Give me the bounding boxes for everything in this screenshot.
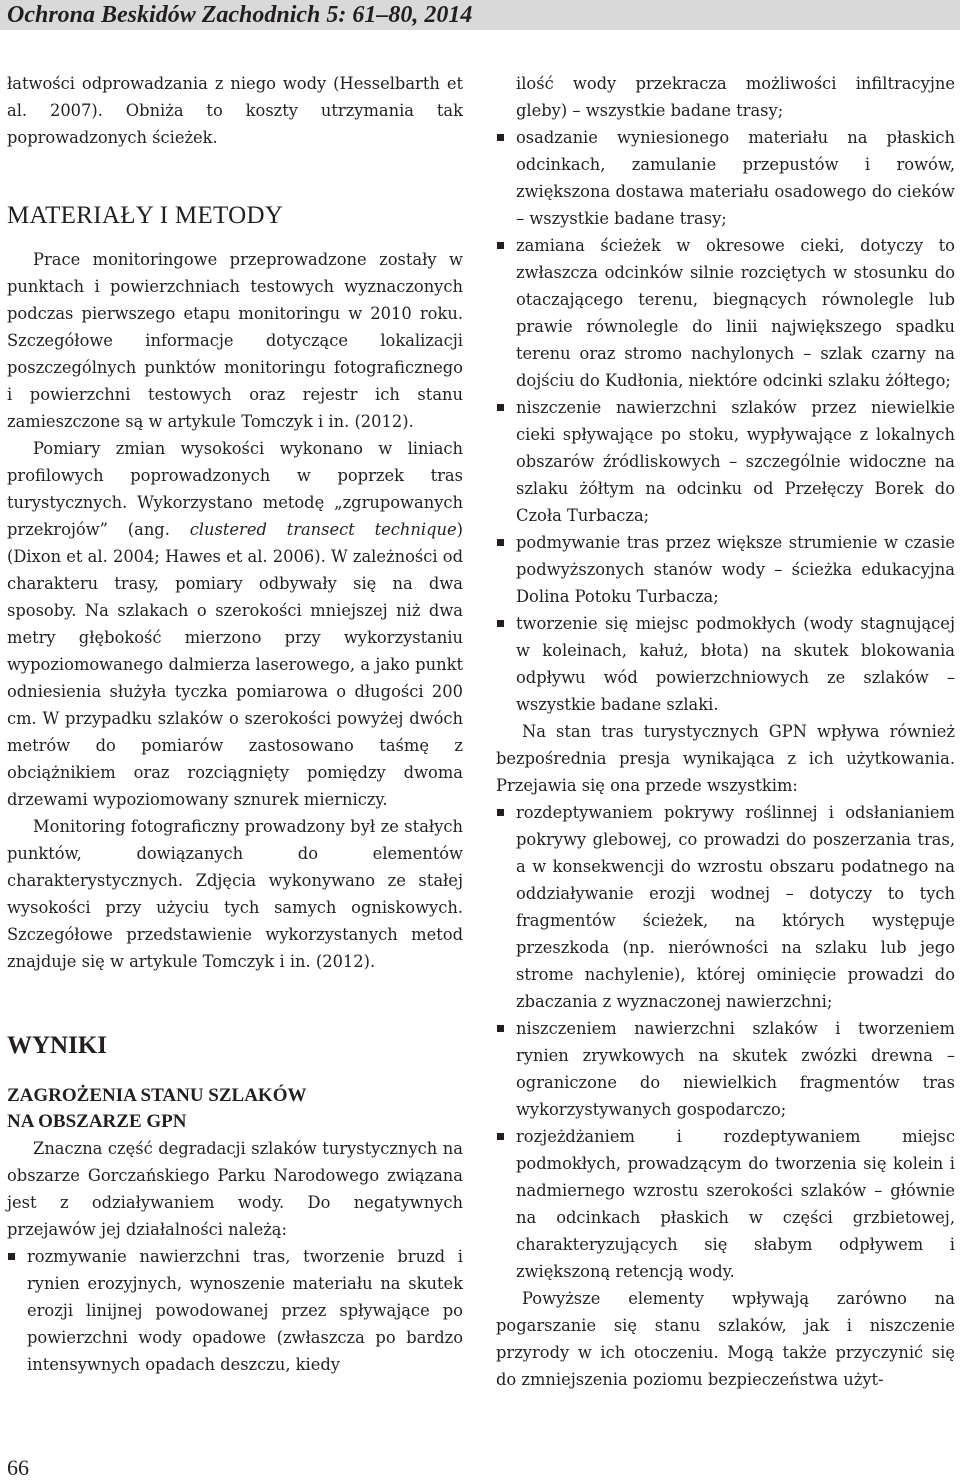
journal-citation: Ochrona Beskidów Zachodnich 5: 61–80, 2014 <box>7 2 473 28</box>
bullet-square-icon <box>497 1025 504 1032</box>
bullet-square-icon <box>8 1253 15 1260</box>
bullet-square-icon <box>497 1133 504 1140</box>
subheading-line-1: ZAGROŻENIA STANU SZLAKÓW <box>7 1085 307 1106</box>
methods-paragraph-3: Monitoring fotograficzny prowadzony był ze stałych punktów, dowiązanych do elementów charakterystycznych. Zdjęcia wykonywano ze stałej wysokości przy użyciu tych samych ogniskowych. Szczegółowe przedstawienie wykorzystanych metod znajduje się w artykule Tomczyk i in. (2012). <box>7 817 463 971</box>
list-item: niszczenie nawierzchni szlaków przez niewielkie cieki spływające po stoku, wypływające z lokalnych obszarów źródliskowych – szczególnie widoczne na szlaku żółtym na odcinku od Przełęczy Borek do Czoła Turbacza; <box>496 394 955 529</box>
bullet-continuation: ilość wody przekracza możliwości infiltracyjne gleby) – wszystkie badane trasy; <box>516 74 955 120</box>
list-item: podmywanie tras przez większe strumienie w czasie podwyższonych stanów wody – ścieżka edukacyjna Dolina Potoku Turbacza; <box>496 529 955 610</box>
list-item: zamiana ścieżek w okresowe cieki, dotyczy to zwłaszcza odcinków silnie rozciętych w stosunku do otaczającego terenu, biegnących równolegle lub prawie równolegle do linii największego spadku terenu oraz stromo nachylonych – szlak czarny na dojściu do Kudłonia, niektóre odcinki szlaku żółtego; <box>496 232 955 394</box>
results-heading: WYNIKI <box>7 1032 108 1059</box>
results-paragraph-1: Znaczna część degradacji szlaków turystycznych na obszarze Gorczańskiego Parku Narodowego związana jest z odziaływaniem wody. Do negatywnych przejawów jej działalności należą: <box>7 1139 463 1239</box>
bullet-square-icon <box>497 539 504 546</box>
closing-paragraph: Powyższe elementy wpływają zarówno na pogarszanie się stanu szlaków, jak i niszczenie przyrody w ich otoczeniu. Mogą także przyczynić się do zmniejszenia poziomu bezpieczeństwa użyt- <box>496 1289 955 1389</box>
list-item: osadzanie wyniesionego materiału na płaskich odcinkach, zamulanie przepustów i rowów, zwiększona dostawa materiału osadowego do cieków – wszystkie badane trasy; <box>496 124 955 232</box>
subheading-line-2: NA OBSZARZE GPN <box>7 1111 187 1132</box>
list-item: rozdeptywaniem pokrywy roślinnej i odsłanianiem pokrywy glebowej, co prowadzi do poszerzania tras, a w konsekwencji do wzrostu obszaru podatnego na oddziaływanie erozji wodnej – dotyczy to tych fragmentów ścieżek, na których występuje przeszkoda (np. nierówności na szlaku lub jego strome nachylenie), której ominięcie prowadzi do zbaczania z wyznaczonej nawierzchni; <box>496 799 955 1015</box>
bullet-square-icon <box>497 242 504 249</box>
usage-pressure-paragraph: Na stan tras turystycznych GPN wpływa również bezpośrednia presja wynikająca z ich użytkowania. Przejawia się ona przede wszystkim: <box>496 722 955 795</box>
italic-term: clustered transect technique <box>189 520 457 539</box>
methods-paragraph-2: Pomiary zmian wysokości wykonano w liniach profilowych poprowadzonych w poprzek tras turystycznych. Wykorzystano metodę „zgrupowanych przekrojów” (ang. clustered transect technique) (Dixon et al. 2004; Hawes et al. 2006). W zależności od charakteru trasy, pomiary odbywały się na dwa sposoby. Na szlakach o szerokości mniejszej niż dwa metry głębokość mierzono przy wykorzystaniu wypoziomowanego dalmierza laserowego, a jako punkt odniesienia służyła tyczka pomiarowa o długości 200 cm. W przypadku szlaków o szerokości powyżej dwóch metrów do pomiarów zastosowano taśmę z obciążnikiem oraz rozciągnięty pomiędzy dwoma drzewami wypoziomowany sznurek mierniczy. <box>7 439 463 809</box>
left-column <box>7 70 463 1378</box>
usage-threat-list <box>496 799 955 1285</box>
water-threat-list <box>496 124 955 718</box>
list-item: rozjeżdżaniem i rozdeptywaniem miejsc podmokłych, prowadzącym do tworzenia się kolein i nadmiernego wzrostu szerokości szlaków – głównie na odcinkach płaskich w części grzbietowej, charakteryzujących się słabym odpływem i zwiększoną retencją wody. <box>496 1123 955 1285</box>
bullet-square-icon <box>497 809 504 816</box>
page-number: 66 <box>7 1455 29 1480</box>
bullet-square-icon <box>497 134 504 141</box>
intro-paragraph: łatwości odprowadzania z niego wody (Hesselbarth et al. 2007). Obniża to koszty utrzymania tak poprowadzonych ścieżek. <box>7 74 463 147</box>
list-item: rozmywanie nawierzchni tras, tworzenie bruzd i rynien erozyjnych, wynoszenie materiału na skutek erozji linijnej powodowanej przez spływające po powierzchni wody opadowe (zwłaszcza po bardzo intensywnych opadach deszczu, kiedy <box>7 1243 463 1378</box>
right-column <box>496 70 955 1393</box>
methods-paragraph-1: Prace monitoringowe przeprowadzone zostały w punktach i powierzchniach testowych wyznaczonych podczas pierwszego etapu monitoringu w 2010 roku. Szczegółowe informacje dotyczące lokalizacji poszczególnych punktów monitoringu fotograficznego i powierzchni testowych oraz rejestr ich stanu zamieszczone są w artykule Tomczyk i in. (2012). <box>7 250 463 431</box>
list-item: niszczeniem nawierzchni szlaków i tworzeniem rynien zrywkowych na skutek zwózki drewna – ograniczone do niewielkich fragmentów tras wykorzystywanych gospodarczo; <box>496 1015 955 1123</box>
running-header <box>0 0 960 30</box>
threat-list-left <box>7 1243 463 1378</box>
methods-heading: MATERIAŁY I METODY <box>7 202 284 229</box>
bullet-square-icon <box>497 404 504 411</box>
list-item: tworzenie się miejsc podmokłych (wody stagnującej w koleinach, kałuż, błota) na skutek blokowania odpływu wód powierzchniowych ze szlaków – wszystkie badane szlaki. <box>496 610 955 718</box>
bullet-square-icon <box>497 620 504 627</box>
